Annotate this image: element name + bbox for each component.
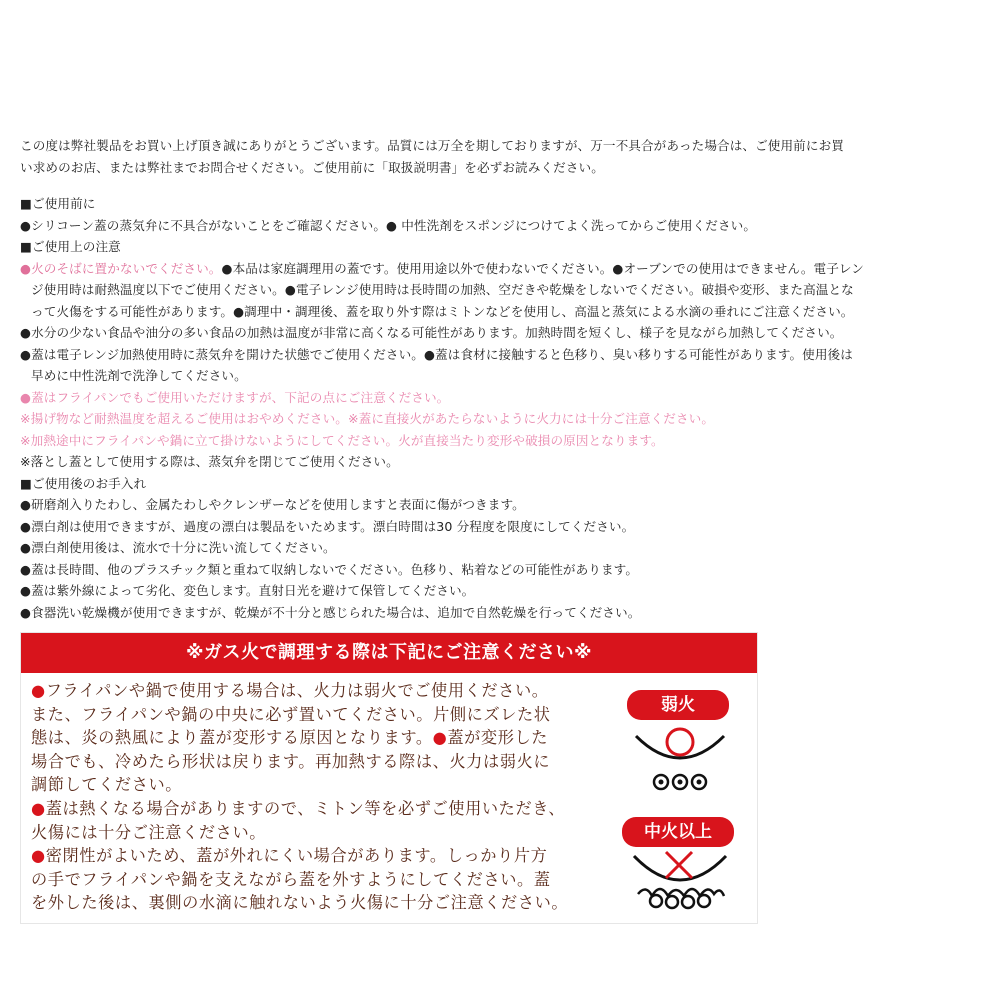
low-heat-badge: 弱火 xyxy=(627,690,729,720)
section-heading-cautions: ■ご使用上の注意 xyxy=(20,239,121,254)
care-item: ●漂白剤は使用できますが、過度の漂白は製品をいためます。漂白時間は30 分程度を限度にしてください。 xyxy=(20,518,635,534)
bullet-icon: ● xyxy=(31,846,46,866)
gas-caution-line: 調節してください。 xyxy=(31,775,183,795)
caution-line: ジ使用時は耐熱温度以下でご使用ください。●電子レンジ使用時は長時間の加熱、空だきや乾燥をしないでください。破損や変形、また高温とな xyxy=(31,282,854,297)
gas-caution-line: を外した後は、裏側の水滴に触れないよう火傷に十分ご注意ください。 xyxy=(31,893,569,913)
gas-caution-text: 密閉性がよいため、蓋が外れにくい場合があります。しっかり片方 xyxy=(45,846,548,866)
section-heading-before-use: ■ご使用前に xyxy=(20,196,96,211)
gas-caution-text: フライパンや鍋で使用する場合は、火力は弱火でご使用ください。 xyxy=(45,681,549,700)
gas-caution-text: 態は、炎の熱風により蓋が変形する原因となります。 xyxy=(31,728,433,748)
gas-caution-line xyxy=(31,797,621,821)
pan-low-heat-ok-icon xyxy=(632,722,728,798)
bullet-icon: ● xyxy=(432,728,448,748)
intro-line: い求めのお店、または弊社までお問合せください。ご使用前に「取扱説明書」を必ずお読みください。 xyxy=(20,160,604,175)
instruction-document xyxy=(20,135,980,623)
intro-line: この度は弊社製品をお買い上げ頂き誠にありがとうございます。品質には万全を期しておりますが、万一不具合があった場合は、ご使用前にお買 xyxy=(20,138,844,153)
care-item: ●食器洗い乾燥機が使用できますが、乾燥が不十分と感じられた場合は、追加で自然乾燥を行ってください。 xyxy=(20,604,641,620)
bullet-icon: ● xyxy=(31,798,46,818)
care-item: ●蓋は長時間、他のプラスチック類と重ねて収納しないでください。色移り、粘着などの可能性があります。 xyxy=(20,561,639,577)
gas-caution-line: 場合でも、冷めたら形状は戻ります。再加熱する際は、火力は弱火に xyxy=(31,751,551,771)
caution-line: ※落とし蓋として使用する際は、蒸気弁を閉じてご使用ください。 xyxy=(20,454,399,469)
medium-high-heat-badge: 中火以上 xyxy=(622,817,734,847)
caution-line: ●蓋は電子レンジ加熱使用時に蒸気弁を開けた状態でご使用ください。●蓋は食材に接触すると色移り、臭い移りする可能性があります。使用後は xyxy=(20,346,853,362)
caution-line: って火傷をする可能性があります。●調理中・調理後、蓋を取り外す際はミトンなどを使用し、高温と蒸気による水滴の垂れにご注意ください。 xyxy=(31,303,854,319)
before-use-item: ●シリコーン蓋の蒸気弁に不具合がないことをご確認ください。● 中性洗剤をスポンジにつけてよく洗ってからご使用ください。 xyxy=(20,217,757,233)
care-item: ●漂白剤使用後は、流水で十分に洗い流してください。 xyxy=(20,540,336,555)
bullet-icon: ● xyxy=(31,681,46,700)
caution-pink-text: ●火のそばに置かないでください。 xyxy=(20,260,222,276)
intro-paragraph xyxy=(20,135,980,179)
caution-line: 早めに中性洗剤で洗浄してください。 xyxy=(31,368,247,383)
gas-caution-title: ※ガス火で調理する際は下記にご注意ください※ xyxy=(21,633,757,673)
caution-line: ●水分の少ない食品や油分の多い食品の加熱は温度が非常に高くなる可能性があります。加熱時間を短くし、様子を見ながら加熱してください。 xyxy=(20,325,843,340)
gas-caution-line xyxy=(31,844,621,868)
gas-caution-text: 蓋は熱くなる場合がありますので、ミトン等を必ずご使用いただき、 xyxy=(45,798,566,818)
gas-caution-line: の手でフライパンや鍋を支えながら蓋を外すようにしてください。蓋 xyxy=(31,869,551,889)
care-item: ●研磨剤入りたわし、金属たわしやクレンザーなどを使用しますと表面に傷がつきます。 xyxy=(20,497,525,512)
gas-caution-line xyxy=(31,726,621,750)
gas-caution-text: 蓋が変形した xyxy=(447,728,549,748)
care-item: ●蓋は紫外線によって劣化、変色します。直射日光を避けて保管してください。 xyxy=(20,583,475,598)
caution-pink-line: ●蓋はフライパンでもご使用いただけますが、下記の点にご注意ください。 xyxy=(20,389,450,405)
gas-caution-line xyxy=(31,679,621,703)
section-heading-care: ■ご使用後のお手入れ xyxy=(20,475,147,491)
caution-text: ●本品は家庭調理用の蓋です。使用用途以外で使わないでください。●オーブンでの使用はできません。電子レン xyxy=(221,260,864,276)
caution-pink-line: ※加熱途中にフライパンや鍋に立て掛けないようにしてください。火が直接当たり変形や破損の原因となります。 xyxy=(20,432,664,448)
caution-line xyxy=(20,258,980,280)
gas-caution-line: また、フライパンや鍋の中央に必ず置いてください。片側にズレた状 xyxy=(31,704,551,724)
gas-caution-line: 火傷には十分ご注意ください。 xyxy=(31,822,267,842)
gas-caution-body xyxy=(31,679,621,915)
caution-pink-line: ※揚げ物など耐熱温度を超えるご使用はおやめください。※蓋に直接火があたらないように火力には十分ご注意ください。 xyxy=(20,411,715,426)
pan-high-heat-ng-icon xyxy=(630,848,730,914)
